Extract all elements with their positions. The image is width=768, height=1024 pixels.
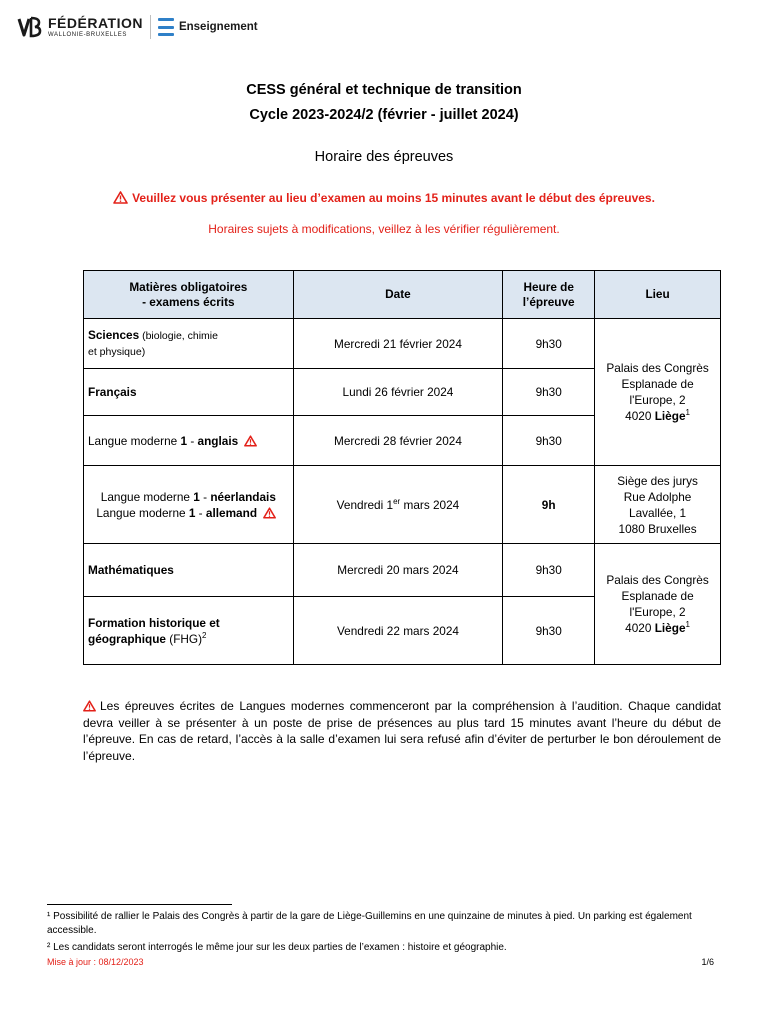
federation-title: FÉDÉRATION	[48, 15, 143, 31]
federation-name	[48, 16, 143, 38]
time-cell: 9h30	[503, 544, 595, 597]
section-label: Enseignement	[178, 21, 258, 33]
warning-icon	[83, 700, 96, 712]
arrival-warning-text: Veuillez vous présenter au lieu d’examen au moins 15 minutes avant le début des épreuves.	[132, 191, 655, 205]
subject-cell: Sciences (biologie, chimie et physique)	[84, 319, 294, 369]
warning-icon	[113, 191, 128, 204]
time-cell: 9h30	[503, 319, 595, 369]
header-date: Date	[293, 271, 503, 319]
warning-icon	[244, 435, 257, 447]
page-header	[16, 13, 258, 41]
header-divider	[150, 15, 151, 39]
subject-cell: Français	[84, 369, 294, 416]
header-subjects: Matières obligatoires - examens écrits	[84, 271, 294, 319]
federation-subtitle: WALLONIE-BRUXELLES	[48, 32, 127, 38]
time-cell: 9h30	[503, 369, 595, 416]
time-cell: 9h30	[503, 597, 595, 665]
date-cell: Vendredi 1er mars 2024	[293, 466, 503, 544]
page-number: 1/6	[701, 957, 714, 967]
subject-cell: Langue moderne 1 - anglais	[84, 416, 294, 466]
time-cell: 9h30	[503, 416, 595, 466]
date-cell: Mercredi 20 mars 2024	[293, 544, 503, 597]
header-venue: Lieu	[595, 271, 721, 319]
subject-cell: Formation historique et géographique (FHG)$^2$	[84, 597, 294, 665]
document-subtitle: Horaire des épreuves	[314, 149, 454, 165]
time-cell: 9h	[503, 466, 595, 544]
language-exam-note	[83, 698, 721, 764]
footnote-2: ² Les candidats seront interrogés le même jour sur les deux parties de l’examen : histoire et géographie.	[47, 942, 507, 953]
date-cell: Mercredi 28 février 2024	[293, 416, 503, 466]
last-update: Mise à jour : 08/12/2023	[47, 957, 144, 967]
date-cell: Vendredi 22 mars 2024	[293, 597, 503, 665]
subject-cell: Mathématiques	[84, 544, 294, 597]
footnote-1: ¹ Possibilité de rallier le Palais des Congrès à partir de la gare de Liège-Guillemins en une quinzaine de minutes à pied. Un parking est également accessible.	[47, 911, 692, 936]
enseignement-icon	[158, 18, 174, 36]
date-cell: Lundi 26 février 2024	[293, 369, 503, 416]
table-row	[84, 544, 721, 597]
schedule-change-warning: Horaires sujets à modifications, veillez à les vérifier régulièrement.	[208, 222, 560, 236]
document-cycle: Cycle 2023-2024/2 (février - juillet 2024)	[249, 107, 519, 123]
document-title: CESS général et technique de transition	[246, 82, 522, 98]
table-row	[84, 466, 721, 544]
federation-logo-icon	[16, 14, 44, 40]
language-exam-note-text: Les épreuves écrites de Langues modernes commenceront par la compréhension à l’audition. Chaque candidat devra veiller à se présenter à un poste de prise de présences au plus tard 15 minutes avant l’heure du début de l’épreuve. En cas de retard, l’accès à la salle d’examen lui sera refusé afin d’éviter de perturber le bon déroulement de l’épreuve.	[83, 699, 721, 763]
footnote-divider	[47, 904, 232, 905]
header-time: Heure de l’épreuve	[503, 271, 595, 319]
subject-cell: Langue moderne 1 - néerlandais Langue moderne 1 - allemand	[84, 466, 294, 544]
exam-schedule-table	[83, 270, 721, 665]
venue-cell-liege: Palais des Congrès Esplanade de l'Europe, 2 4020 Liège$^1$	[595, 544, 721, 665]
date-cell: Mercredi 21 février 2024	[293, 319, 503, 369]
venue-cell-brussels: Siège des jurys Rue Adolphe Lavallée, 1 1080 Bruxelles	[595, 466, 721, 544]
venue-cell-liege: Palais des Congrès Esplanade de l'Europe, 2 4020 Liège$^1$	[595, 319, 721, 466]
warning-icon	[263, 507, 276, 519]
arrival-warning	[0, 191, 768, 205]
table-header-row	[84, 271, 721, 319]
table-row	[84, 319, 721, 369]
